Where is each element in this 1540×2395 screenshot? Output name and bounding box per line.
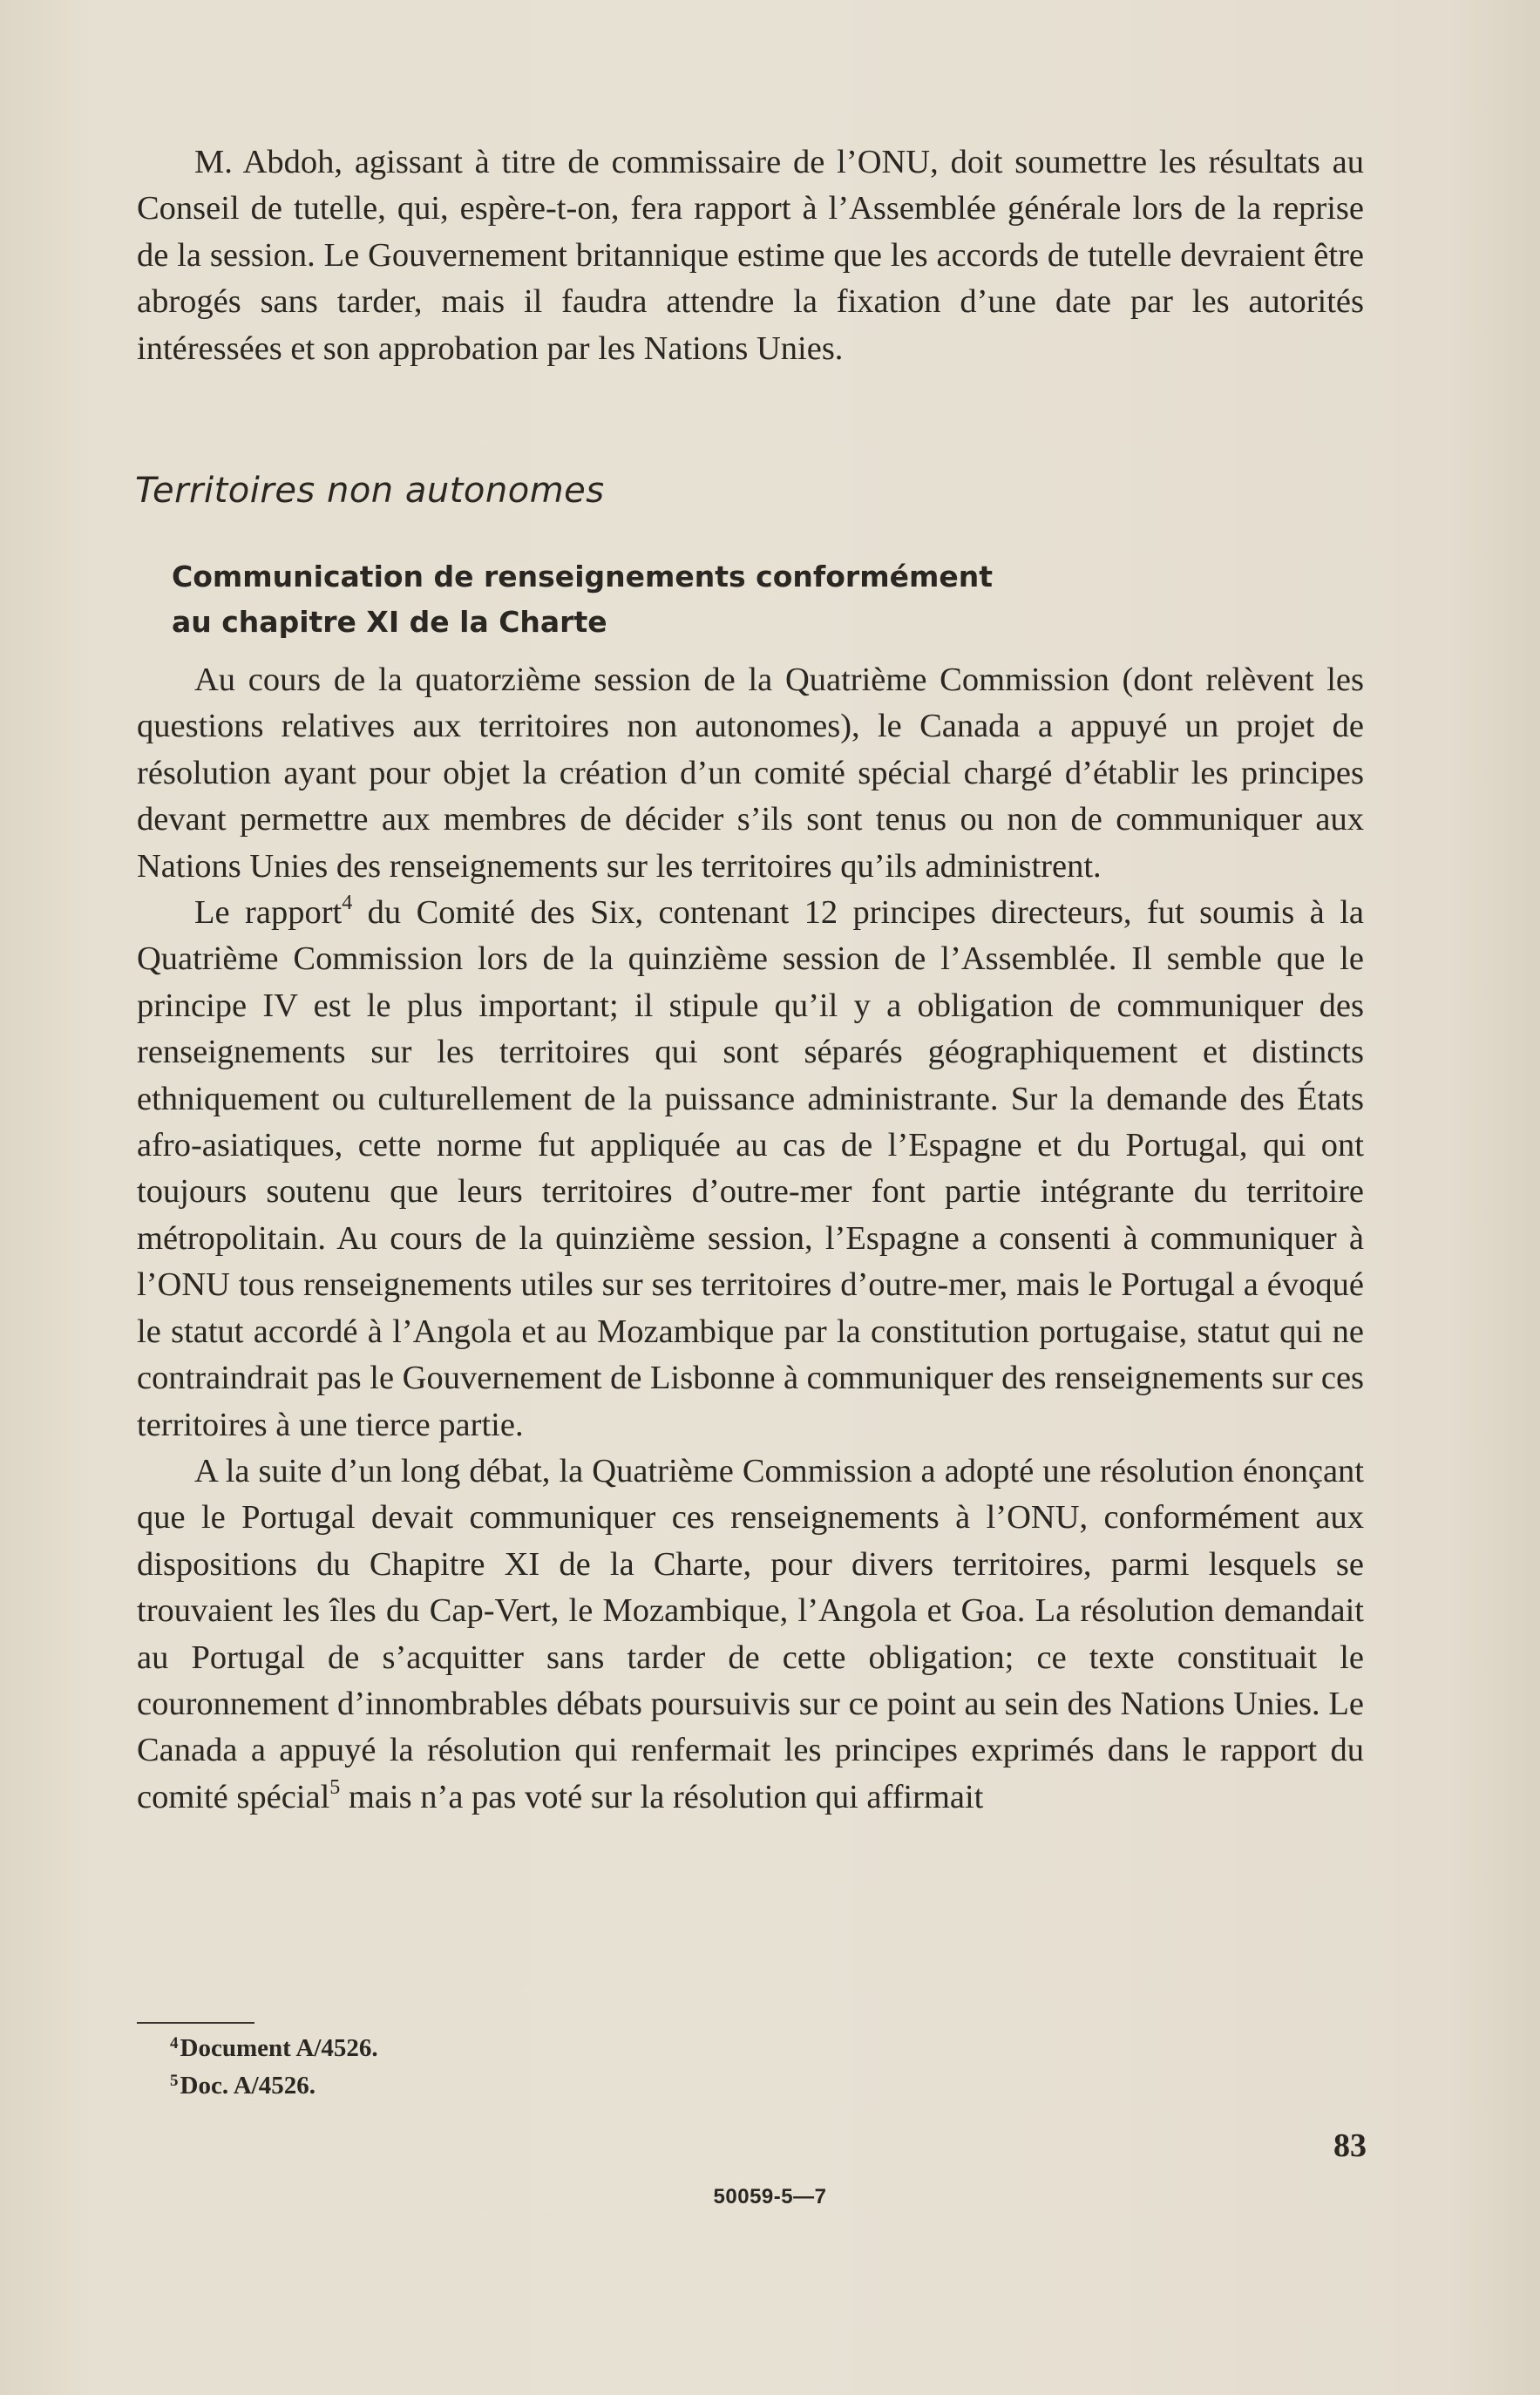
subsection-heading (172, 554, 1043, 645)
footnote (170, 2027, 378, 2065)
paragraph-text: A la suite d’un long débat, la Quatrième Commission a adopté une résolution énonçant que le Portugal devait communiquer ces renseignements à l’ONU, conformément aux dispositions du Chapitre XI de la Charte, pour divers territoires, parmi lesquels se trouvaient les îles du Cap-Vert, le Mozambique, l’Angola et Goa. La résolution demandait au Portugal de s’acquitter sans tarder de cette obligation; ce texte constituait le couronnement d’innombrables débats poursuivis sur ce point au sein des Nations Unies. Le Canada a appuyé la résolution qui renfermait les principes exprimés dans le rapport du comité spécial (137, 1452, 1364, 1815)
page-number: 83 (1333, 2127, 1367, 2164)
footnote-marker: 4 (170, 2034, 179, 2052)
intro-text-block (137, 139, 1364, 372)
subsection-heading-line-2: au chapitre XI de la Charte (172, 605, 607, 639)
footnote-reference: 5 (329, 1775, 341, 1799)
section-body (137, 657, 1364, 1821)
body-paragraph (137, 890, 1364, 1449)
paragraph-text: mais n’a pas voté sur la résolution qui affirmait (340, 1778, 984, 1815)
footnote-text: Doc. A/4526. (180, 2072, 315, 2100)
body-paragraph (137, 1449, 1364, 1821)
section-heading: Territoires non autonomes (135, 471, 605, 511)
paragraph-text: Le rapport (194, 894, 343, 932)
intro-paragraph: M. Abdoh, agissant à titre de commissaire de l’ONU, doit soumettre les résultats au Conseil de tutelle, qui, espère-t-on, fera rapport à l’Assemblée générale lors de la reprise de la session. Le Gouvernement britannique estime que les accords de tutelle devraient être abrogés sans tarder, mais il faudra attendre la fixation d’une date par les autorités intéressées et son approbation par les Nations Unies. (137, 144, 1364, 367)
subsection-heading-line-1: Communication de renseignements conformément (172, 560, 993, 594)
footnote-divider (137, 2022, 254, 2024)
footnotes (170, 2027, 378, 2102)
body-paragraph: Au cours de la quatorzième session de la Quatrième Commission (dont relèvent les questions relatives aux territoires non autonomes), le Canada a appuyé un projet de résolution ayant pour objet la création d’un comité spécial chargé d’établir les principes devant permettre aux membres de décider s’ils sont tenus ou non de communiquer aux Nations Unies des renseignements sur les territoires qu’ils administrent. (137, 662, 1364, 885)
footnote-marker: 5 (170, 2072, 179, 2090)
footnote-reference: 4 (342, 892, 353, 915)
print-code: 50059-5—7 (713, 2185, 827, 2208)
footnote-text: Document A/4526. (180, 2034, 378, 2062)
paragraph-text: du Comité des Six, contenant 12 principes directeurs, fut soumis à la Quatrième Commission lors de la quinzième session de l’Assemblée. Il semble que le principe IV est le plus important; il stipule qu’il y a obligation de communiquer des renseignements sur les territoires qui sont séparés géographiquement et distincts ethniquement ou culturellement de la puissance administrante. Sur la demande des États afro-asiatiques, cette norme fut appliquée au cas de l’Espagne et du Portugal, qui ont toujours soutenu que leurs territoires d’outre-mer font partie intégrante du territoire métropolitain. Au cours de la quinzième session, l’Espagne a consenti à communiquer à l’ONU tous renseignements utiles sur ses territoires d’outre-mer, mais le Portugal a évoqué le statut accordé à l’Angola et au Mozambique par la constitution portugaise, statut qui ne contraindrait pas le Gouvernement de Lisbonne à communiquer des renseignements sur ces territoires à une tierce partie. (137, 894, 1365, 1443)
footnote (170, 2065, 378, 2102)
